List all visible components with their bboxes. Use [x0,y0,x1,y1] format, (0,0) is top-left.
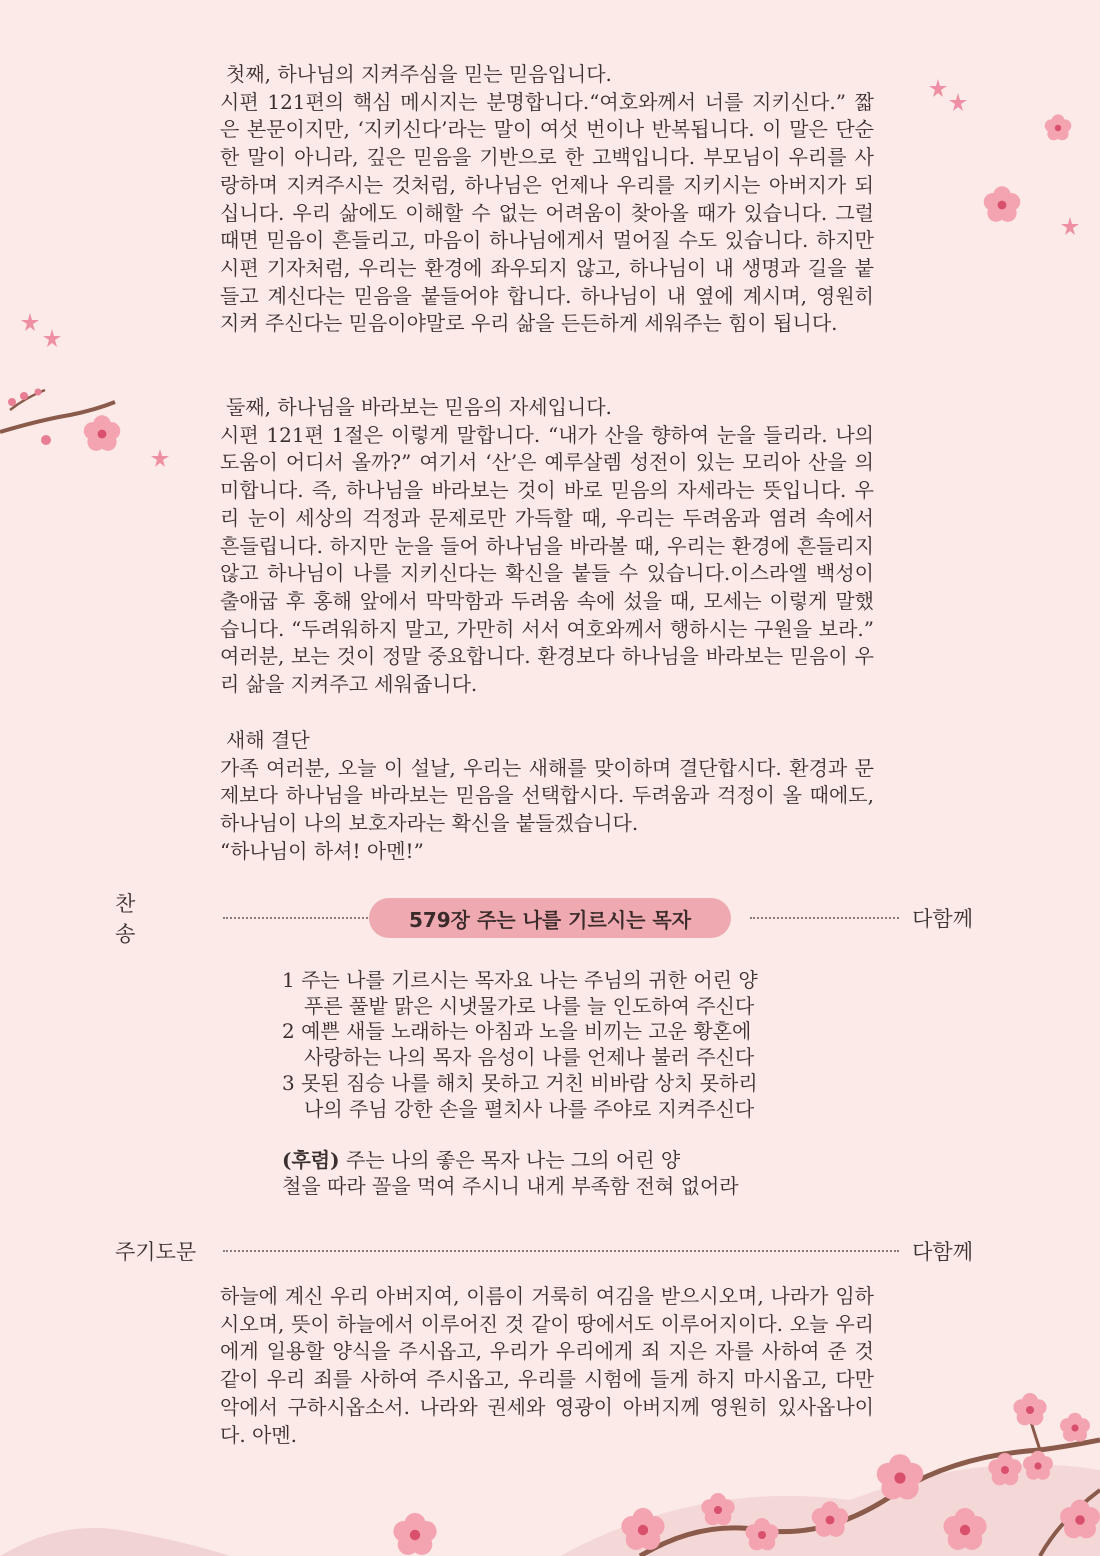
section-body: 가족 여러분, 오늘 이 설날, 우리는 새해를 맞이하며 결단합시다. 환경과 문제보다 하나님을 바라보는 믿음을 선택합시다. 두려움과 걱정이 올 때에도, 하나님이 나의 보호자라는 확신을 붙들겠습니다. [220,755,874,836]
star-flower-icon [151,449,169,467]
hymn-participants: 다함께 [912,907,973,931]
cherry-blossom-icon [1023,1451,1053,1480]
verse-line: 주는 나를 기르시는 목자요 나는 주님의 귀한 어린 양 [301,968,758,992]
cherry-blossom-icon [393,1513,436,1555]
cherry-blossom-icon [1045,114,1072,140]
verse-line: 못된 짐승 나를 해치 못하고 거친 비바람 상치 못하리 [301,1070,758,1095]
star-flower-icon [21,313,39,331]
hymn-verse [282,1019,842,1070]
section-body: 시편 121편의 핵심 메시지는 분명합니다.“여호와께서 너를 지키신다.” 짧은 본문이지만, ‘지키신다’라는 말이 여섯 번이나 반복됩니다. 이 말은 단순한 말이 아니라, 깊은 믿음을 기반으로 한 고백입니다. 부모님이 우리를 사랑하며 지켜주시는 것처럼, 하나님은 언제나 우리를 지키시는 아버지가 되십니다. 우리 삶에도 이해할 수 없는 어려움이 찾아올 때가 있습니다. 그럴 때면 믿음이 흔들리고, 마음이 하나님에게서 멀어질 수도 있습니다. 하지만 시편 기자처럼, 우리는 환경에 좌우되지 않고, 하나님이 내 생명과 길을 붙들고 계신다는 믿음을 붙들어야 합니다. 하나님이 내 옆에 계시며, 영원히 지켜 주신다는 믿음이야말로 우리 삶을 든든하게 세워주는 힘이 됩니다. [220,89,874,336]
cherry-blossom-icon [1013,1393,1046,1425]
chorus-line: 주는 나의 좋은 목자 나는 그의 어린 양 [345,1148,681,1173]
verse-line: 사랑하는 나의 목자 음성이 나를 언제나 불러 주신다 [304,1045,755,1070]
lords-prayer-text [220,1283,874,1449]
cherry-blossom-icon [877,1454,923,1499]
hymn-verse [282,968,842,1019]
cherry-blossom-icon [84,415,121,451]
verse-number: 2 [282,1019,295,1044]
section-title: 둘째, 하나님을 바라보는 믿음의 자세입니다. [226,395,612,419]
cherry-blossom-icon [1060,1413,1090,1442]
cherry-blossom-icon [621,1508,664,1550]
sermon-section-2 [220,394,874,699]
hymn-label: 찬송 [115,892,178,946]
closing-line: “하나님이 하셔! 아멘!” [220,838,424,863]
prayer-body: 하늘에 계신 우리 아버지여, 이름이 거룩히 여김을 받으시오며, 나라가 임하시오며, 뜻이 하늘에서 이루어진 것 같이 땅에서도 이루어지이다. 오늘 우리에게 일용할 양식을 주시옵고, 우리가 우리에게 죄 지은 자를 사하여 준 것 같이 우리 죄를 사하여 주시옵고, 우리를 시험에 들게 하지 마시옵고, 다만 악에서 구하시옵소서. 나라와 권세와 영광이 아버지께 영원히 있사옵나이다. 아멘. [220,1284,874,1447]
star-flower-icon [1061,217,1079,235]
sermon-section-3 [220,727,874,866]
hymn-verse [282,1071,842,1122]
verse-line: 푸른 풀밭 맑은 시냇물가로 나를 늘 인도하여 주신다 [304,993,755,1018]
section-title: 첫째, 하나님의 지켜주심을 믿는 믿음입니다. [226,62,612,86]
hymn-title-badge: 579장 주는 나를 기르시는 목자 [369,898,731,938]
leader-dots [750,917,899,919]
star-flower-icon [929,79,947,97]
chorus-line: 철을 따라 꼴을 먹여 주시니 내게 부족함 전혀 없어라 [282,1173,739,1198]
verse-number: 1 [282,968,295,992]
star-flower-icon [949,93,967,111]
sermon-section-1 [220,61,874,338]
verse-number: 3 [282,1070,295,1095]
leader-dots [223,917,372,919]
section-body: 시편 121편 1절은 이렇게 말합니다. “내가 산을 향하여 눈을 들리라. 나의 도움이 어디서 올까?” 여기서 ‘산’은 예루살렘 성전이 있는 모리아 산을 의미합니다. 즉, 하나님을 바라보는 것이 바로 믿음의 자세라는 뜻입니다. 우리 눈이 세상의 걱정과 문제로만 가득할 때, 우리는 두려움과 염려 속에서 흔들립니다. 하지만 눈을 들어 하나님을 바라볼 때, 우리는 환경에 흔들리지 않고 하나님이 나를 지키신다는 확신을 붙들 수 있습니다.이스라엘 백성이 출애굽 후 홍해 앞에서 막막함과 두려움 속에 섰을 때, 모세는 이렇게 말했습니다. “두려워하지 말고, 가만히 서서 여호와께서 행하시는 구원을 보라.” 여러분, 보는 것이 정말 중요합니다. 환경보다 하나님을 바라보는 믿음이 우리 삶을 지켜주고 세워줍니다. [220,422,874,697]
hymn-lyrics [282,968,842,1200]
verse-line: 예쁜 새들 노래하는 아침과 노을 비끼는 고운 황혼에 [301,1019,752,1044]
verse-line: 나의 주님 강한 손을 펼치사 나를 주야로 지켜주신다 [304,1096,755,1121]
prayer-label: 주기도문 [115,1240,197,1264]
section-title: 새해 결단 [226,728,310,752]
leader-dots [223,1250,899,1252]
star-flower-icon [43,329,61,347]
prayer-participants: 다함께 [912,1240,973,1264]
cherry-blossom-icon [984,186,1021,222]
cherry-blossom-icon [701,1493,734,1525]
hymn-chorus [282,1148,842,1199]
chorus-label: (후렴) [282,1148,340,1173]
prayer-row [115,1229,973,1273]
